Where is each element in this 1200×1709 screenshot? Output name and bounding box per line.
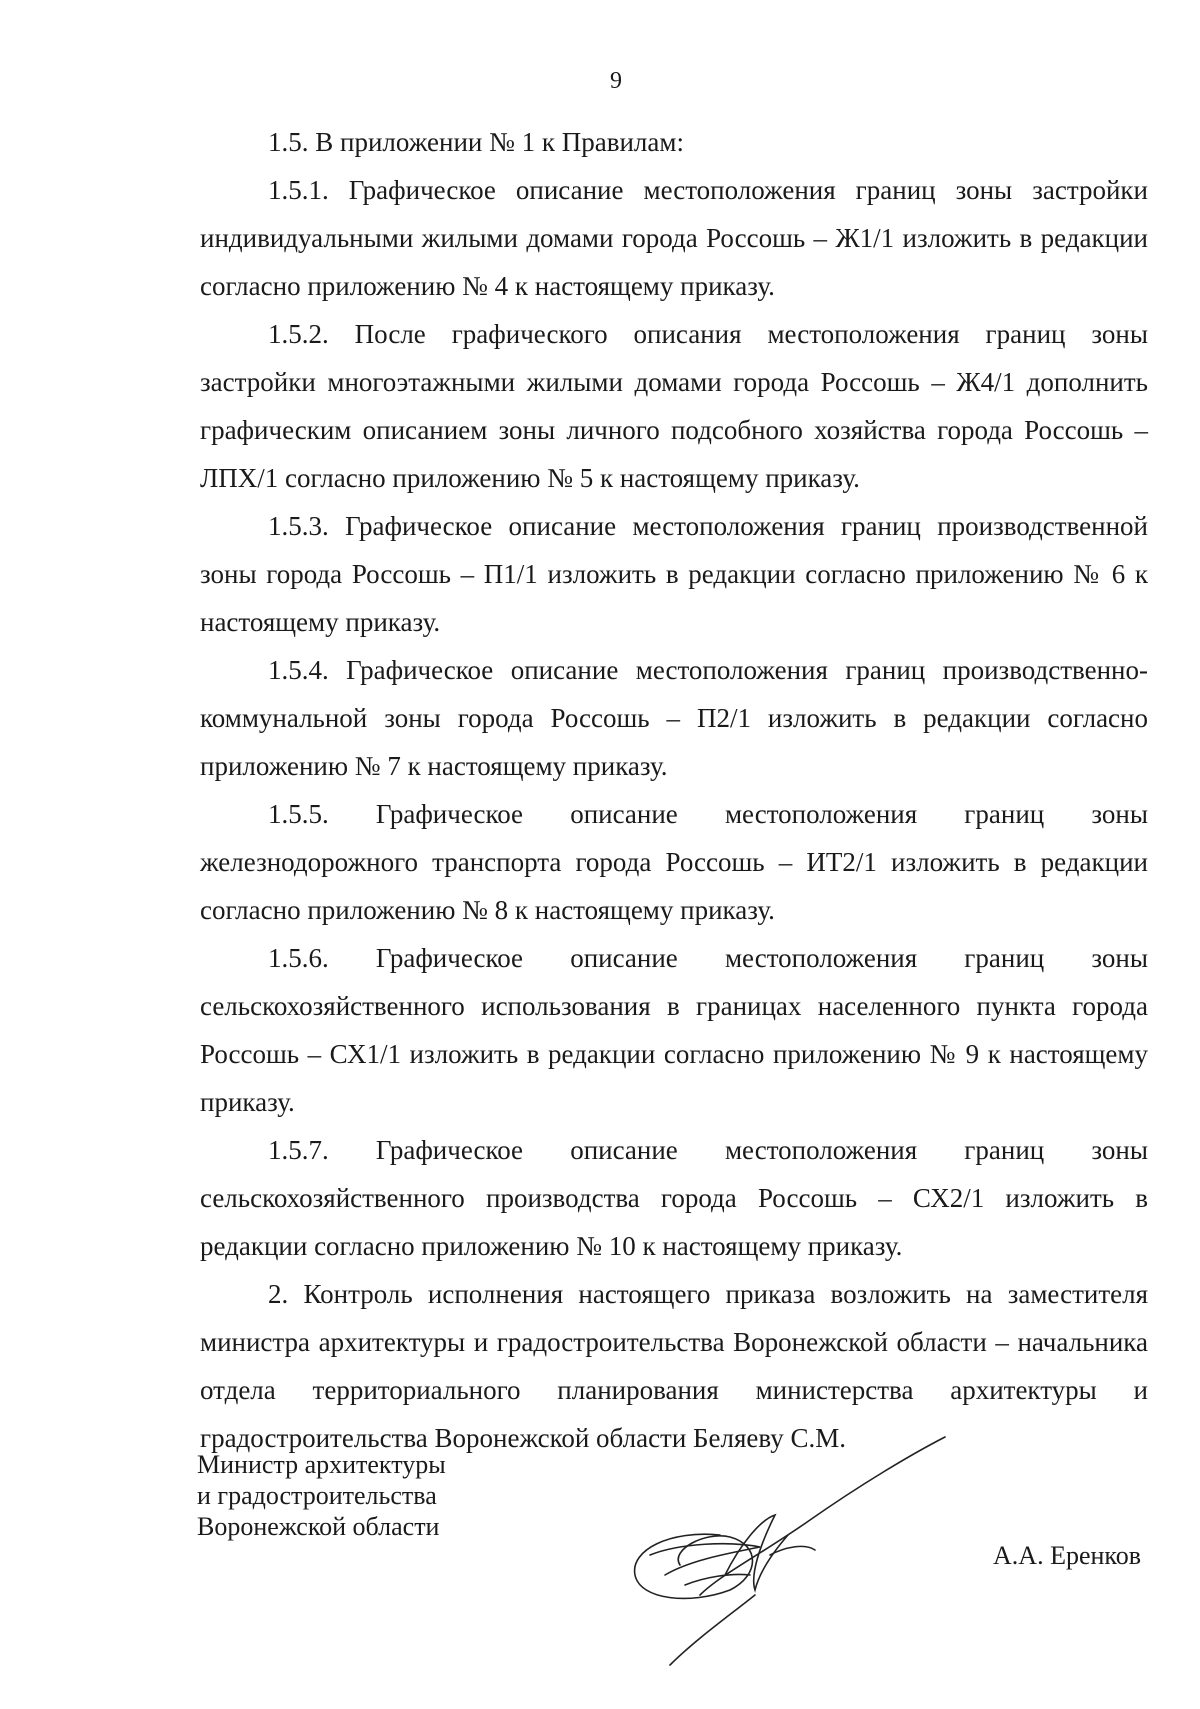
paragraph-2: 2. Контроль исполнения настоящего приказа возложить на заместителя министра архитектуры и градостроительства Воронежской области – начальника отдела территориального планирования министерства архитектуры и градостроительства Воронежской области Беляеву С.М. <box>200 1279 1148 1453</box>
paragraph-1-5-1: 1.5.1. Графическое описание местоположения границ зоны застройки индивидуальными жилыми домами города Россошь – Ж1/1 изложить в редакции согласно приложению № 4 к настоящему приказу. <box>200 175 1148 301</box>
paragraph-1-5: 1.5. В приложении № 1 к Правилам: <box>268 127 684 157</box>
paragraph-1-5-3: 1.5.3. Графическое описание местоположения границ производственной зоны города Россошь – П1/1 изложить в редакции согласно приложению № 6 к настоящему приказу. <box>200 511 1148 637</box>
paragraph-1-5-7: 1.5.7. Графическое описание местоположения границ зоны сельскохозяйственного производства города Россошь – СХ2/1 изложить в редакции согласно приложению № 10 к настоящему приказу. <box>200 1135 1148 1261</box>
signer-title <box>197 1449 446 1542</box>
paragraph-1-5-4: 1.5.4. Графическое описание местоположения границ производственно-коммунальной зоны города Россошь – П2/1 изложить в редакции согласно приложению № 7 к настоящему приказу. <box>200 655 1148 781</box>
handwritten-signature <box>610 1425 970 1680</box>
document-body <box>200 118 1148 1462</box>
signer-title-line: Министр архитектуры <box>197 1450 446 1479</box>
paragraph-1-5-2: 1.5.2. После графического описания местоположения границ зоны застройки многоэтажными жилыми домами города Россошь – Ж4/1 дополнить графическим описанием зоны личного подсобного хозяйства города Россошь – ЛПХ/1 согласно приложению № 5 к настоящему приказу. <box>200 319 1148 493</box>
paragraph-1-5-6: 1.5.6. Графическое описание местоположения границ зоны сельскохозяйственного использования в границах населенного пункта города Россошь – СХ1/1 изложить в редакции согласно приложению № 9 к настоящему приказу. <box>200 943 1148 1117</box>
signer-name: А.А. Еренков <box>993 1541 1141 1570</box>
signer-title-line: и градостроительства <box>197 1481 437 1510</box>
paragraph-1-5-5: 1.5.5. Графическое описание местоположения границ зоны железнодорожного транспорта города Россошь – ИТ2/1 изложить в редакции согласно приложению № 8 к настоящему приказу. <box>200 799 1148 925</box>
page-number: 9 <box>610 68 622 94</box>
signer-title-line: Воронежской области <box>197 1512 440 1541</box>
